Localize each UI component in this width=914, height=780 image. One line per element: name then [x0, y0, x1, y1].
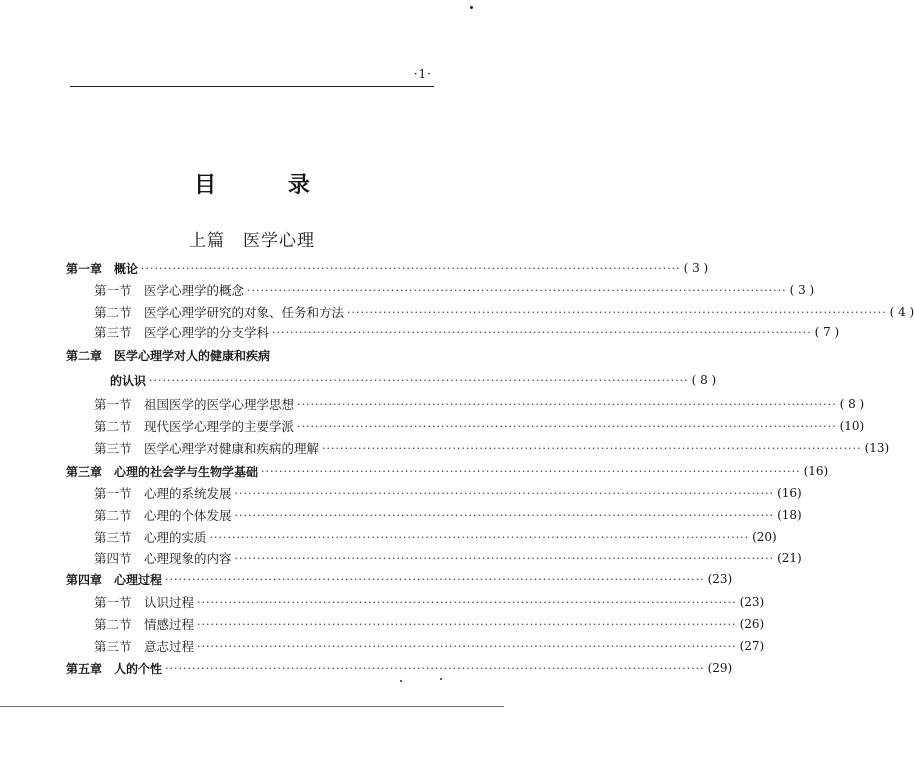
toc-chapter-entry [66, 258, 709, 278]
toc-section-entry [94, 614, 765, 634]
toc-leader-dots: ························································································································ [197, 595, 737, 609]
toc-page-number: (26) [739, 617, 765, 631]
toc-page-number: (23) [739, 595, 765, 609]
toc-leader-dots: ························································································································ [234, 508, 775, 522]
toc-entry-label: 第一节 医学心理学的概念 [94, 283, 245, 298]
toc-page-number: (16) [777, 486, 802, 500]
toc-section-entry [94, 394, 865, 414]
toc-page-number: (13) [864, 441, 890, 455]
toc-page-number: (16) [803, 464, 829, 478]
toc-entry-label: 第二节 心理的个体发展 [94, 508, 232, 523]
toc-entry-label: 第二节 现代医学心理学的主要学派 [94, 419, 295, 434]
toc-leader-dots: ························································································································ [234, 486, 775, 500]
bottom-rule [0, 706, 504, 707]
speck [440, 678, 442, 680]
toc-entry-label: 第三节 医学心理学的分支学科 [94, 325, 270, 340]
toc-entry-label: 第三节 医学心理学对健康和疾病的理解 [94, 441, 320, 456]
toc-chapter-heading: 第二章 医学心理学对人的健康和疾病 [66, 349, 271, 363]
toc-entry-label: 第一节 祖国医学的医学心理学思想 [94, 397, 295, 412]
toc-entry-label: 第三节 心理的实质 [94, 530, 207, 545]
toc-title: 目 录 [194, 172, 342, 198]
toc-entry-label: 第三章 心理的社会学与生物学基础 [66, 464, 259, 479]
toc-leader-dots: ························································································································ [165, 661, 705, 675]
toc-section-entry [94, 302, 914, 322]
toc-section-entry [94, 505, 802, 525]
toc-page-number: ( 8 ) [839, 397, 865, 411]
toc-entry-label: 第一章 概论 [66, 261, 139, 276]
toc-entry-label: 的认识 [110, 373, 147, 388]
toc-section-entry [94, 527, 777, 547]
toc-entry-label: 第五章 人的个性 [66, 661, 163, 676]
toc-page-number: ( 3 ) [683, 261, 709, 275]
toc-section-entry [94, 636, 765, 656]
toc-entry-label: 第四章 心理过程 [66, 572, 163, 587]
toc-leader-dots: ························································································································ [234, 551, 775, 565]
toc-section-entry [94, 416, 865, 436]
toc-section-entry [94, 483, 802, 503]
toc-leader-dots: ························································································································ [209, 530, 750, 544]
toc-leader-dots: ························································································································ [297, 419, 837, 433]
toc-page-number: (20) [752, 530, 777, 544]
toc-page-number: (23) [707, 572, 733, 586]
toc-leader-dots: ························································································································ [141, 261, 681, 275]
toc-page-number: ( 3 ) [789, 283, 815, 297]
toc-page-number: ( 8 ) [691, 373, 717, 387]
toc-entry-label: 第二节 情感过程 [94, 617, 195, 632]
toc-entry-label: 第一节 认识过程 [94, 595, 195, 610]
speck [470, 6, 473, 9]
toc-page-number: (27) [739, 639, 765, 653]
toc-leader-dots: ························································································································ [322, 441, 862, 455]
toc-leader-dots: ························································································································ [197, 617, 737, 631]
toc-section-entry [94, 280, 815, 300]
toc-leader-dots: ························································································································ [247, 283, 787, 297]
toc-entry-label: 第四节 心理现象的内容 [94, 551, 232, 566]
toc-entry-label: 第二节 医学心理学研究的对象、任务和方法 [94, 305, 345, 320]
toc-page-number: (29) [707, 661, 733, 675]
toc-page-number: (21) [777, 551, 802, 565]
toc-leader-dots: ························································································································ [165, 572, 705, 586]
toc-page-number: (10) [839, 419, 865, 433]
toc-section-entry [94, 438, 890, 458]
toc-section-entry [94, 322, 840, 342]
toc-page-number: (18) [777, 508, 802, 522]
toc-leader-dots: ························································································································ [347, 305, 887, 319]
toc-chapter-entry [66, 461, 829, 481]
speck [400, 680, 402, 682]
toc-page-number: ( 7 ) [814, 325, 840, 339]
page-number: ·1· [413, 67, 432, 81]
toc-entry-label: 第三节 意志过程 [94, 639, 195, 654]
toc-chapter-entry [110, 370, 717, 390]
part-title: 上篇 医学心理 [189, 231, 315, 251]
toc-leader-dots: ························································································································ [149, 373, 689, 387]
toc-page-number: ( 4 ) [889, 305, 914, 319]
toc-leader-dots: ························································································································ [261, 464, 801, 478]
toc-leader-dots: ························································································································ [297, 397, 837, 411]
header-rule [70, 86, 434, 87]
toc-chapter-entry [66, 569, 733, 589]
toc-entry-label: 第一节 心理的系统发展 [94, 486, 232, 501]
toc-leader-dots: ························································································································ [197, 639, 737, 653]
toc-section-entry [94, 548, 802, 568]
toc-leader-dots: ························································································································ [272, 325, 812, 339]
toc-chapter-entry [66, 658, 733, 678]
toc-section-entry [94, 592, 765, 612]
